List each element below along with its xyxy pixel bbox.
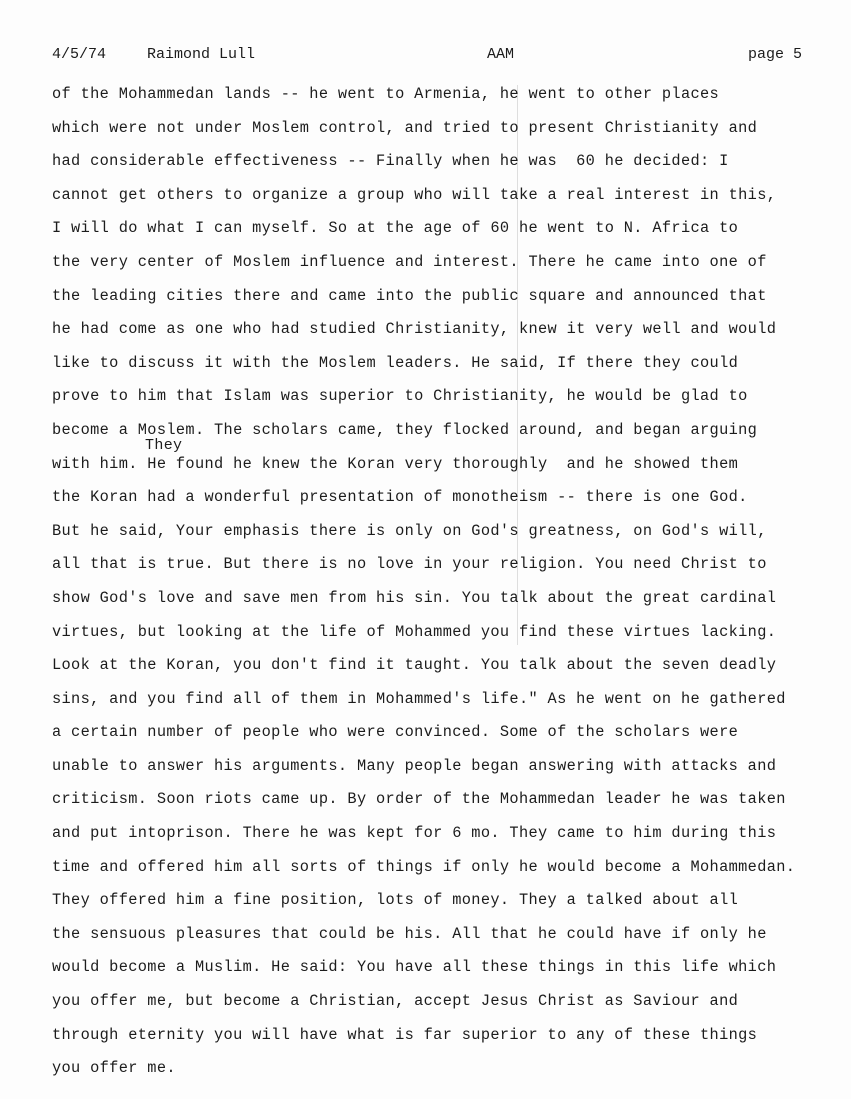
text-line: the Koran had a wonderful presentation of monotheism -- there is one God. bbox=[52, 488, 748, 507]
text-line: and put intoprison. There he was kept for 6 mo. They came to him during this bbox=[52, 824, 777, 843]
text-line: the sensuous pleasures that could be his. All that he could have if only he bbox=[52, 924, 767, 943]
text-line: would become a Muslim. He said: You have all these things in this life which bbox=[52, 958, 777, 977]
text-line: the leading cities there and came into the public square and announced that bbox=[52, 286, 767, 305]
text-line: They offered him a fine position, lots of money. They a talked about all bbox=[52, 891, 739, 910]
text-line: he had come as one who had studied Christianity, knew it very well and would bbox=[52, 320, 777, 339]
text-line: sins, and you find all of them in Mohammed's life." As he went on he gathered bbox=[52, 689, 786, 708]
header-page-number: page 5 bbox=[747, 46, 802, 63]
text-line: a certain number of people who were convinced. Some of the scholars were bbox=[52, 723, 739, 742]
text-line: you offer me. bbox=[52, 1059, 176, 1078]
text-line: of the Mohammedan lands -- he went to Armenia, he went to other places bbox=[52, 85, 720, 103]
text-line: which were not under Moslem control, and tried to present Christianity and bbox=[52, 118, 758, 137]
header-initials: AAM bbox=[487, 46, 515, 63]
header-date: 4/5/74 bbox=[52, 46, 107, 63]
text-line: like to discuss it with the Moslem leaders. He said, If there they could bbox=[52, 353, 739, 372]
handwritten-insertion: They bbox=[145, 437, 183, 454]
body-text bbox=[52, 82, 842, 1090]
text-line: virtues, but looking at the life of Mohammed you find these virtues lacking. bbox=[52, 622, 777, 641]
text-line: the very center of Moslem influence and interest. There he came into one of bbox=[52, 252, 767, 271]
text-line: with him. He found he knew the Koran very thoroughly and he showed them bbox=[52, 454, 739, 473]
text-line: cannot get others to organize a group who will take a real interest in this, bbox=[52, 185, 777, 204]
text-line: I will do what I can myself. So at the age of 60 he went to N. Africa to bbox=[52, 219, 739, 238]
text-line: you offer me, but become a Christian, accept Jesus Christ as Saviour and bbox=[52, 992, 739, 1011]
text-line: time and offered him all sorts of things if only he would become a Mohammedan. bbox=[52, 857, 796, 876]
text-line: become a Moslem. The scholars came, they flocked around, and began arguing bbox=[52, 420, 758, 439]
text-line: through eternity you will have what is far superior to any of these things bbox=[52, 1025, 758, 1044]
text-line: had considerable effectiveness -- Finally when he was 60 he decided: I bbox=[52, 152, 729, 171]
page-header bbox=[52, 46, 802, 70]
text-line: show God's love and save men from his sin. You talk about the great cardinal bbox=[52, 588, 777, 607]
text-line: unable to answer his arguments. Many people began answering with attacks and bbox=[52, 756, 777, 775]
text-line: Look at the Koran, you don't find it taught. You talk about the seven deadly bbox=[52, 656, 777, 675]
text-line: all that is true. But there is no love in your religion. You need Christ to bbox=[52, 555, 767, 574]
header-author: Raimond Lull bbox=[147, 46, 256, 63]
text-line: But he said, Your emphasis there is only on God's greatness, on God's will, bbox=[52, 521, 767, 540]
text-line: criticism. Soon riots came up. By order of the Mohammedan leader he was taken bbox=[52, 790, 786, 809]
text-line: prove to him that Islam was superior to Christianity, he would be glad to bbox=[52, 387, 748, 406]
